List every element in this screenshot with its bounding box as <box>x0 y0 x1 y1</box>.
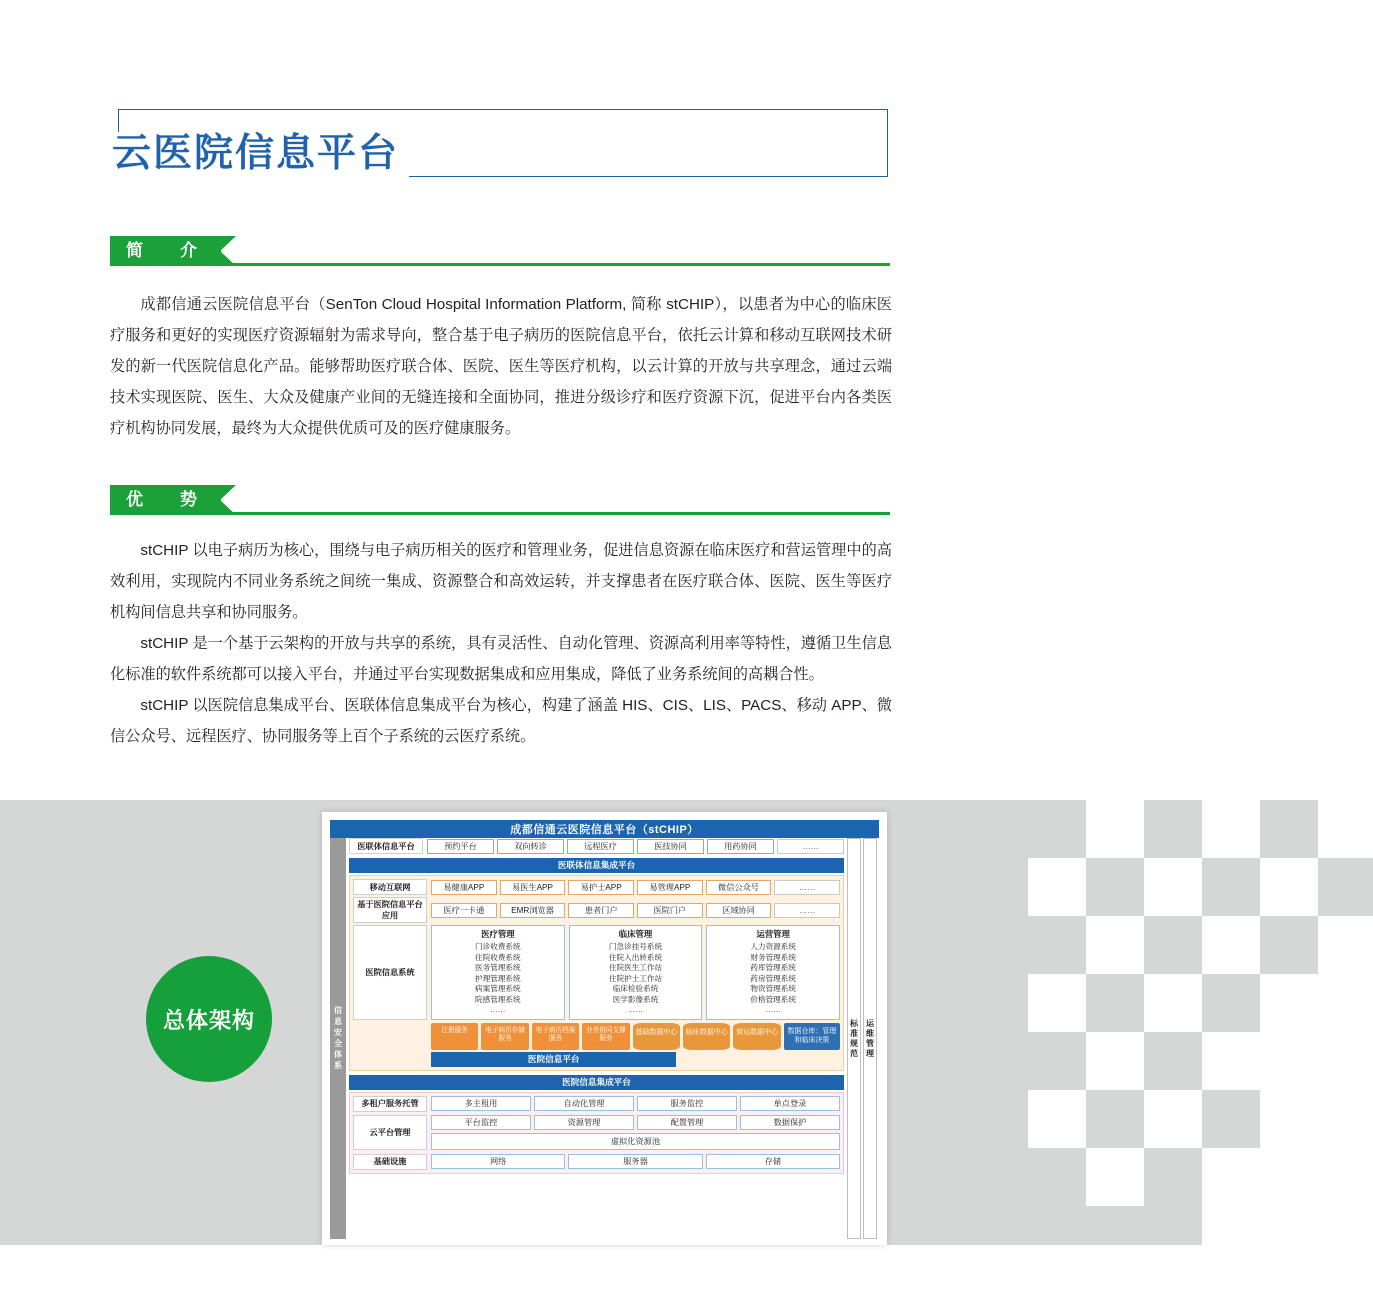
his-item-2-2: 药库管理系统 <box>750 963 796 972</box>
cell-mobile-2: 易护士APP <box>568 880 634 895</box>
cell-cloud-2: 配置管理 <box>637 1115 737 1130</box>
row-infrastructure <box>353 1154 840 1170</box>
cell-mobile-1: 易医生APP <box>500 880 566 895</box>
cell-cloud-3: 数据保护 <box>740 1115 840 1130</box>
cell-mobile-3: 易管理APP <box>637 880 703 895</box>
his-item-2-6: …… <box>765 1005 781 1014</box>
section-tag-arrow <box>220 485 236 515</box>
security-system-vertical-label: 信息安全体系 <box>330 838 346 1239</box>
his-item-2-3: 药房管理系统 <box>750 973 796 983</box>
cell-union-2: 远程医疗 <box>567 839 634 854</box>
intro-paragraph-block <box>110 289 892 444</box>
his-column-medical <box>431 925 565 1020</box>
row-label-cloud: 云平台管理 <box>353 1115 427 1150</box>
cell-cloud-0: 平台监控 <box>431 1115 531 1130</box>
row-label-hosting: 多租户服务托管 <box>353 1096 427 1112</box>
service-pill-3: 业务协同支撑服务 <box>582 1023 629 1050</box>
his-column-title-1: 临床管理 <box>618 929 653 939</box>
service-pill-1: 电子病历存储服务 <box>481 1023 528 1050</box>
cell-apps-0: 医疗一卡通 <box>431 903 497 918</box>
his-item-2-4: 物资管理系统 <box>750 984 796 993</box>
his-item-1-5: 医学影像系统 <box>612 994 659 1004</box>
row-cloud-management <box>353 1115 840 1150</box>
service-pill-0: 注册服务 <box>431 1023 478 1050</box>
section-header-intro <box>110 236 890 266</box>
his-column-clinical <box>569 925 703 1020</box>
cell-infra-2: 存储 <box>706 1154 840 1169</box>
row-label-his: 医院信息系统 <box>353 925 427 1020</box>
data-center-1: 临床数据中心 <box>683 1023 730 1050</box>
bar-hospital-integration: 医院信息集成平台 <box>349 1075 844 1090</box>
his-item-1-3: 住院护士工作站 <box>608 973 663 983</box>
row-label-mobile: 移动互联网 <box>353 879 427 895</box>
cell-apps-4: 区域协同 <box>706 903 772 918</box>
cell-hosting-1: 自动化管理 <box>534 1096 634 1111</box>
his-item-1-4: 临床检验系统 <box>612 984 659 993</box>
advantage-paragraph-block <box>110 535 892 752</box>
right-vertical-columns <box>847 838 879 1239</box>
intro-paragraph-1: 成都信通云医院信息平台（SenTon Cloud Hospital Information Platform, 简称 stCHIP），以患者为中心的临床医疗服务和更好的实现医疗资源辐射为需求导向，整合基于电子病历的医院信息平台，依托云计算和移动互联网技术研发的新一代医院信息化产品。能够帮助医疗联合体、医院、医生等医疗机构，以云计算的开放与共享理念，通过云端技术实现医院、医生、大众及健康产业间的无缝连接和全面协同，推进分级诊疗和医疗资源下沉，促进平台内各类医疗机构协同发展，最终为大众提供优质可及的医疗健康服务。 <box>110 296 892 437</box>
cell-apps-3: 医院门户 <box>637 903 703 918</box>
cell-infra-0: 网络 <box>431 1154 565 1169</box>
section-tag-label: 优 势 <box>110 485 221 515</box>
cell-union-1: 双向转诊 <box>497 839 564 854</box>
his-column-operations <box>706 925 840 1020</box>
his-item-0-0: 门诊收费系统 <box>475 942 521 951</box>
bar-hospital-platform: 医院信息平台 <box>431 1052 676 1067</box>
bar-union-integration: 医联体信息集成平台 <box>349 858 844 873</box>
his-item-1-1: 住院入出转系统 <box>608 952 663 962</box>
cell-mobile-4: 微信公众号 <box>706 880 772 895</box>
overall-architecture-badge <box>146 956 272 1082</box>
cell-apps-2: 患者门户 <box>568 903 634 918</box>
his-item-0-5: 院感管理系统 <box>475 994 521 1004</box>
row-label-infrastructure: 基础设施 <box>353 1154 427 1170</box>
cell-union-4: 用药协同 <box>707 839 774 854</box>
his-item-0-2: 医务管理系统 <box>475 963 521 972</box>
data-warehouse-box: 数据仓库：管理和临床决策 <box>784 1023 840 1050</box>
his-item-1-2: 住院医生工作站 <box>608 963 663 972</box>
his-column-title-2: 运营管理 <box>756 929 790 939</box>
row-label-union-platform: 医联体信息平台 <box>349 838 423 854</box>
advantage-paragraph-1: stCHIP 以电子病历为核心，围绕与电子病历相关的医疗和管理业务，促进信息资源在临床医疗和营运管理中的高效利用，实现院内不同业务系统之间统一集成、资源整合和高效运转，并支撑患者在医疗联合体、医院、医生等医疗机构间信息共享和协同服务。 <box>110 542 892 621</box>
diagram-title: 成都信通云医院信息平台（stCHIP） <box>330 820 879 838</box>
data-center-2: 营运数据中心 <box>733 1023 780 1050</box>
his-item-1-6: …… <box>627 1005 644 1014</box>
cell-hosting-2: 服务监控 <box>637 1096 737 1111</box>
his-item-0-3: 护理管理系统 <box>475 973 521 983</box>
section-tag-arrow <box>220 236 236 266</box>
section-tag-label: 简 介 <box>110 236 221 266</box>
data-center-0: 基础数据中心 <box>633 1023 680 1050</box>
row-mobile <box>353 879 840 895</box>
overall-architecture-label: 总体架构 <box>162 1007 255 1033</box>
advantage-paragraph-3: stCHIP 以医院信息集成平台、医联体信息集成平台为核心，构建了涵盖 HIS、CIS、LIS、PACS、移动 APP、微信公众号、远程医疗、协同服务等上百个子系统的云医疗系统。 <box>110 697 892 745</box>
cell-infra-1: 服务器 <box>568 1154 702 1169</box>
zone-cloud-infrastructure <box>349 1092 844 1174</box>
row-hosting <box>353 1096 840 1112</box>
cell-virtual-resource-pool: 虚拟化资源池 <box>431 1133 840 1150</box>
cell-union-5: …… <box>777 839 844 854</box>
cell-union-3: 医技协同 <box>637 839 704 854</box>
architecture-diagram <box>322 812 887 1245</box>
advantage-paragraph-2: stCHIP 是一个基于云架构的开放与共享的系统，具有灵活性、自动化管理、资源高利用率等特性，遵循卫生信息化标准的软件系统都可以接入平台，并通过平台实现数据集成和应用集成，降低了业务系统间的高耦合性。 <box>110 635 892 683</box>
cell-union-0: 预约平台 <box>427 839 494 854</box>
zone-applications <box>349 875 844 1071</box>
row-union-platform <box>349 838 844 854</box>
cell-apps-5: …… <box>774 903 840 918</box>
his-item-0-4: 病案管理系统 <box>475 984 521 993</box>
cell-cloud-1: 资源管理 <box>534 1115 634 1130</box>
operations-column: 运维管理 <box>863 838 877 1239</box>
cell-apps-1: EMR浏览器 <box>500 903 566 918</box>
standards-column: 标准规范 <box>847 838 861 1239</box>
his-column-title-0: 医疗管理 <box>481 929 515 939</box>
page-title: 云医院信息平台 <box>104 132 409 177</box>
service-pill-2: 电子病历档案服务 <box>532 1023 579 1050</box>
row-label-hospital-apps: 基于医院信息平台应用 <box>353 897 427 923</box>
cell-mobile-5: …… <box>774 880 840 895</box>
his-item-2-0: 人力资源系统 <box>750 942 796 951</box>
his-item-0-1: 住院收费系统 <box>475 952 521 962</box>
row-his <box>353 925 840 1020</box>
section-header-advantage <box>110 485 890 515</box>
his-item-2-5: 价格管理系统 <box>750 994 796 1004</box>
checker-pattern <box>1028 800 1373 1245</box>
his-item-0-6: …… <box>490 1005 506 1014</box>
cell-hosting-0: 多主租用 <box>431 1096 531 1111</box>
his-item-2-1: 财务管理系统 <box>750 952 796 962</box>
his-item-1-0: 门急诊挂号系统 <box>608 942 663 951</box>
cell-hosting-3: 单点登录 <box>740 1096 840 1111</box>
row-hospital-apps <box>353 897 840 923</box>
cell-mobile-0: 易健康APP <box>431 880 497 895</box>
